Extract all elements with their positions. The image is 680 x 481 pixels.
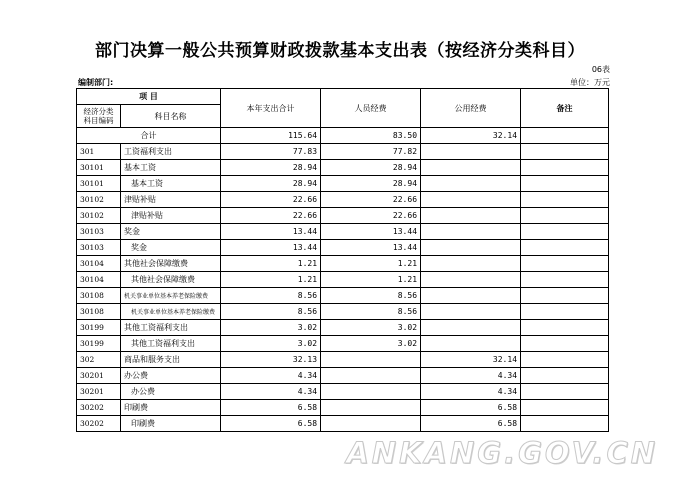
row-personnel: 28.94 [321,160,421,176]
table-row [77,192,609,208]
row-total: 3.02 [221,320,321,336]
table-row [77,416,609,432]
row-public: 6.58 [421,400,521,416]
row-subject-name: 办公费 [121,384,221,400]
row-note [521,352,609,368]
row-note [521,208,609,224]
row-personnel: 1.21 [321,272,421,288]
table-row [77,400,609,416]
row-total: 6.58 [221,416,321,432]
header-personnel: 人员经费 [321,89,421,128]
row-public [421,272,521,288]
row-note [521,224,609,240]
row-public: 4.34 [421,384,521,400]
row-total: 22.66 [221,208,321,224]
header-total: 本年支出合计 [221,89,321,128]
header-econ-code: 经济分类科目编码 [77,105,121,128]
total-public: 32.14 [421,128,521,144]
table-row [77,224,609,240]
total-amount: 115.64 [221,128,321,144]
row-total: 28.94 [221,160,321,176]
row-total: 32.13 [221,352,321,368]
row-subject-name: 办公费 [121,368,221,384]
header-item: 项 目 [77,89,221,105]
row-total: 6.58 [221,400,321,416]
row-personnel: 3.02 [321,336,421,352]
row-personnel [321,384,421,400]
row-note [521,368,609,384]
row-personnel [321,400,421,416]
row-public: 4.34 [421,368,521,384]
table-row [77,256,609,272]
row-public [421,304,521,320]
row-subject-name: 其他社会保障缴费 [121,272,221,288]
row-personnel: 8.56 [321,304,421,320]
unit-label: 单位：万元 [570,78,610,87]
total-label: 合计 [77,128,221,144]
row-note [521,160,609,176]
row-note [521,416,609,432]
row-total: 8.56 [221,288,321,304]
row-total: 8.56 [221,304,321,320]
row-public [421,336,521,352]
row-note [521,176,609,192]
header-public: 公用经费 [421,89,521,128]
row-code: 30103 [77,224,121,240]
row-total: 13.44 [221,240,321,256]
table-row [77,144,609,160]
row-code: 30199 [77,320,121,336]
row-code: 30201 [77,384,121,400]
row-subject-name: 基本工资 [121,160,221,176]
row-subject-name: 机关事业单位基本养老保险缴费 [121,288,221,304]
row-public [421,288,521,304]
row-note [521,272,609,288]
row-subject-name: 津贴补贴 [121,208,221,224]
row-code: 30202 [77,400,121,416]
table-row [77,352,609,368]
total-note [521,128,609,144]
row-note [521,192,609,208]
table-row [77,320,609,336]
table-body [77,144,609,432]
row-note [521,384,609,400]
row-total: 13.44 [221,224,321,240]
header-subject-name: 科目名称 [121,105,221,128]
row-personnel: 22.66 [321,192,421,208]
total-personnel: 83.50 [321,128,421,144]
row-note [521,288,609,304]
row-note [521,240,609,256]
table-row [77,336,609,352]
row-public [421,208,521,224]
row-total: 4.34 [221,368,321,384]
row-code: 30202 [77,416,121,432]
table-row [77,304,609,320]
row-subject-name: 商品和服务支出 [121,352,221,368]
table-row [77,176,609,192]
row-note [521,304,609,320]
row-personnel: 28.94 [321,176,421,192]
form-number: 06表 [591,65,610,74]
row-code: 30103 [77,240,121,256]
row-code: 30104 [77,256,121,272]
table-row [77,208,609,224]
row-personnel [321,352,421,368]
row-total: 1.21 [221,256,321,272]
row-subject-name: 基本工资 [121,176,221,192]
row-code: 30108 [77,288,121,304]
expenditure-table [76,88,609,432]
table-row [77,240,609,256]
row-public [421,176,521,192]
row-total: 28.94 [221,176,321,192]
row-subject-name: 工资福利支出 [121,144,221,160]
row-subject-name: 其他工资福利支出 [121,336,221,352]
header-note: 备注 [521,89,609,128]
row-total: 1.21 [221,272,321,288]
row-public [421,240,521,256]
row-public [421,160,521,176]
table-row [77,384,609,400]
row-subject-name: 机关事业单位基本养老保险缴费 [121,304,221,320]
row-subject-name: 其他社会保障缴费 [121,256,221,272]
row-code: 30102 [77,208,121,224]
row-public [421,224,521,240]
total-row [77,128,609,144]
row-personnel: 8.56 [321,288,421,304]
row-personnel [321,368,421,384]
site-watermark: ANKANG.GOV.CN [346,436,658,470]
row-code: 30108 [77,304,121,320]
row-code: 30101 [77,176,121,192]
row-code: 302 [77,352,121,368]
row-subject-name: 其他工资福利支出 [121,320,221,336]
row-public [421,192,521,208]
table-row [77,288,609,304]
row-total: 3.02 [221,336,321,352]
row-public: 6.58 [421,416,521,432]
row-personnel: 13.44 [321,240,421,256]
row-note [521,400,609,416]
row-subject-name: 奖金 [121,240,221,256]
row-public [421,144,521,160]
row-total: 22.66 [221,192,321,208]
table-row [77,272,609,288]
row-personnel: 77.82 [321,144,421,160]
page-title: 部门决算一般公共预算财政拨款基本支出表（按经济分类科目） [95,41,585,61]
row-total: 4.34 [221,384,321,400]
row-public [421,256,521,272]
row-personnel: 1.21 [321,256,421,272]
row-note [521,336,609,352]
table-row [77,368,609,384]
table-row [77,160,609,176]
row-code: 301 [77,144,121,160]
row-code: 30199 [77,336,121,352]
row-subject-name: 印刷费 [121,400,221,416]
row-code: 30101 [77,160,121,176]
row-subject-name: 奖金 [121,224,221,240]
row-subject-name: 印刷费 [121,416,221,432]
row-personnel: 3.02 [321,320,421,336]
row-note [521,320,609,336]
row-public: 32.14 [421,352,521,368]
row-code: 30201 [77,368,121,384]
compiler-label: 编制部门: [78,78,114,87]
row-personnel: 13.44 [321,224,421,240]
row-note [521,256,609,272]
row-code: 30104 [77,272,121,288]
row-total: 77.83 [221,144,321,160]
row-public [421,320,521,336]
row-subject-name: 津贴补贴 [121,192,221,208]
row-personnel: 22.66 [321,208,421,224]
row-note [521,144,609,160]
row-personnel [321,416,421,432]
row-code: 30102 [77,192,121,208]
